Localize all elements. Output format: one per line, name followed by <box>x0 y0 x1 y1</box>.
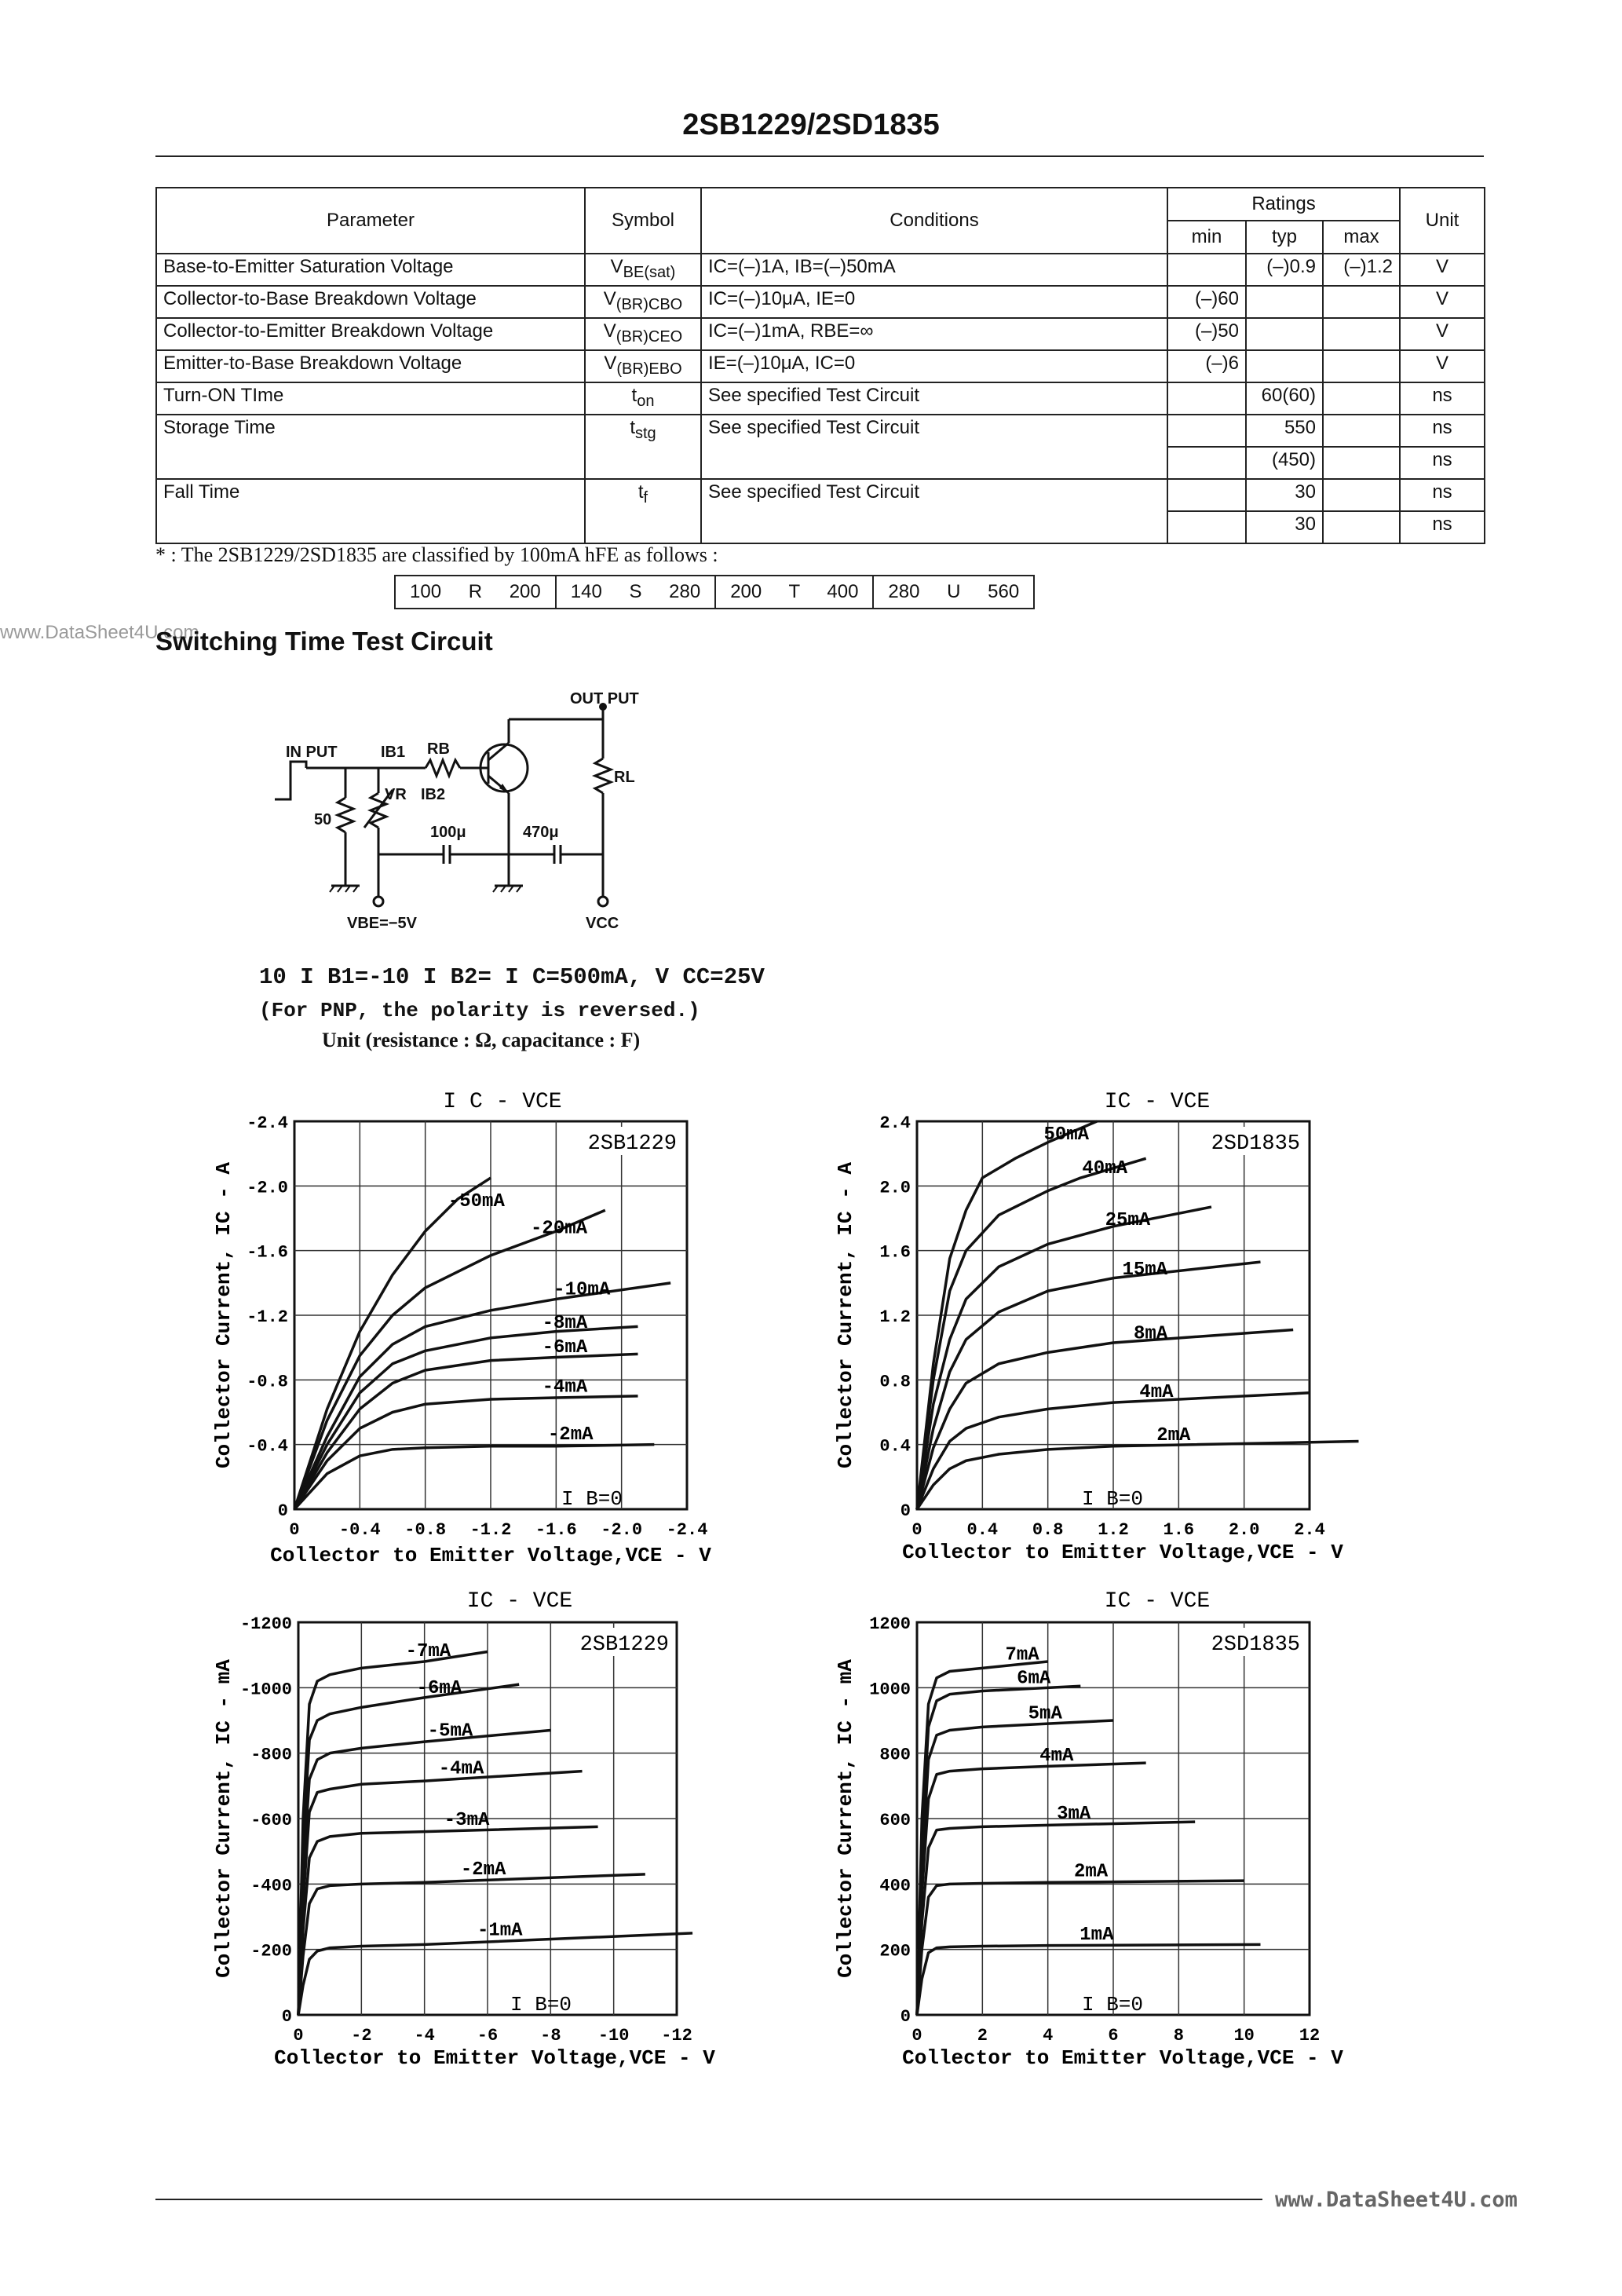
cell-typ: (450) <box>1246 447 1323 479</box>
device-label: 2SD1835 <box>1211 1132 1300 1156</box>
x-tick-label: -10 <box>597 2026 630 2046</box>
label-vr: VR <box>385 786 407 803</box>
ib-zero-label: I B=0 <box>1082 1993 1144 2016</box>
series-label: -6mA <box>542 1336 588 1358</box>
y-tick-label: 0.4 <box>879 1436 911 1457</box>
header-conditions: Conditions <box>701 188 1167 254</box>
series-label: 25mA <box>1105 1209 1151 1231</box>
cell-parameter: Turn-ON TIme <box>156 382 585 415</box>
x-tick-label: 12 <box>1299 2026 1321 2046</box>
x-tick-label: -8 <box>540 2026 561 2046</box>
y-tick-label: -0.8 <box>247 1372 288 1392</box>
x-tick-label: -6 <box>477 2026 499 2046</box>
cell-min: (–)60 <box>1167 286 1246 318</box>
y-tick-label: 0 <box>900 1501 911 1521</box>
circuit-labels <box>286 690 639 932</box>
y-axis-label: Collector Current, IC - A <box>834 1161 857 1469</box>
drive-condition: 10 I B1=-10 I B2= I C=500mA, V CC=25V <box>259 964 765 990</box>
chart-2sb1229-milliamps <box>196 1578 809 2089</box>
cell-parameter: Storage Time <box>156 415 585 479</box>
cell-typ <box>1246 318 1323 350</box>
curve-labels <box>1043 1124 1191 1446</box>
section-title: Switching Time Test Circuit <box>155 627 493 656</box>
chart-title: IC - VCE <box>466 1589 573 1614</box>
x-tick-label: 1.6 <box>1163 1520 1195 1540</box>
header-typ: typ <box>1246 221 1323 254</box>
table-row <box>156 286 1485 318</box>
cell-min: (–)50 <box>1167 318 1246 350</box>
chart-2sd1835-amps <box>816 1084 1429 1594</box>
y-tick-label: 800 <box>879 1745 911 1765</box>
cell-max <box>1323 382 1400 415</box>
series-label: -2mA <box>547 1424 594 1446</box>
table-row <box>156 350 1485 382</box>
cell-symbol: $V_{(BR)CBO}$ <box>585 286 701 318</box>
series-label: 3mA <box>1057 1804 1091 1826</box>
watermark-right: www.DataSheet4U.com <box>1275 2188 1518 2212</box>
y-tick-labels <box>240 1614 292 2027</box>
x-tick-labels <box>289 1520 707 1540</box>
series-label: 1mA <box>1080 1924 1114 1946</box>
x-tick-label: 2.0 <box>1228 1520 1260 1540</box>
x-tick-label: 0.8 <box>1032 1520 1064 1540</box>
y-tick-label: 600 <box>879 1811 911 1830</box>
series-curve <box>298 1874 645 2015</box>
cell-typ: 30 <box>1246 479 1323 511</box>
series-label: 2mA <box>1074 1861 1109 1883</box>
y-tick-label: 1000 <box>869 1680 911 1700</box>
table-row <box>156 415 1485 447</box>
cell-min <box>1167 382 1246 415</box>
x-tick-label: -2 <box>351 2026 372 2046</box>
table-row <box>156 318 1485 350</box>
y-tick-label: -2.4 <box>247 1113 288 1133</box>
x-tick-labels <box>911 1520 1324 1540</box>
label-rl: RL <box>614 769 635 786</box>
series-curve <box>917 1262 1261 1509</box>
series-label: -3mA <box>444 1809 490 1831</box>
label-output: OUT PUT <box>570 690 639 707</box>
x-tick-label: 10 <box>1233 2026 1255 2046</box>
series-label: 7mA <box>1005 1644 1039 1666</box>
y-tick-label: -2.0 <box>247 1178 288 1198</box>
label-c1: 100μ <box>430 824 466 841</box>
label-ib1: IB1 <box>381 744 406 761</box>
footer-divider <box>155 2199 1262 2200</box>
chart-title: IC - VCE <box>1104 1589 1211 1614</box>
series-label: -8mA <box>542 1312 588 1334</box>
x-tick-label: 0 <box>911 1520 922 1540</box>
header-ratings: Ratings <box>1167 188 1400 221</box>
y-tick-label: -0.4 <box>247 1436 288 1457</box>
y-tick-label: -1000 <box>239 1680 292 1700</box>
label-ib2: IB2 <box>421 786 446 803</box>
series-curve <box>298 1771 583 2015</box>
x-tick-label: -1.6 <box>535 1520 577 1540</box>
y-tick-labels <box>879 1113 911 1521</box>
label-50: 50 <box>314 811 332 828</box>
cell-symbol: $V_{(BR)CEO}$ <box>585 318 701 350</box>
data-curves <box>298 1652 692 2016</box>
data-curves <box>294 1178 670 1509</box>
cell-min <box>1167 511 1246 543</box>
cell-symbol: $t_{stg}$ <box>585 415 701 479</box>
y-tick-label: 0.8 <box>879 1372 911 1392</box>
label-input: IN PUT <box>286 744 338 761</box>
x-tick-label: 2.4 <box>1294 1520 1325 1540</box>
series-label: -6mA <box>416 1678 462 1700</box>
x-tick-labels <box>293 2026 692 2046</box>
x-tick-label: -0.4 <box>338 1520 381 1540</box>
x-tick-label: -1.2 <box>469 1520 512 1540</box>
x-tick-label: -2.4 <box>666 1520 708 1540</box>
curve-labels <box>448 1191 611 1446</box>
cell-max <box>1323 511 1400 543</box>
y-tick-labels <box>247 1113 288 1521</box>
header-symbol: Symbol <box>585 188 701 254</box>
cell-unit: V <box>1400 318 1485 350</box>
series-curve <box>298 1826 598 2015</box>
series-curve <box>917 1330 1293 1509</box>
x-axis-label: Collector to Emitter Voltage,VCE - V <box>270 1544 711 1567</box>
cell-parameter: Fall Time <box>156 479 585 543</box>
y-axis-label: Collector Current, IC - A <box>212 1161 236 1469</box>
cell-conditions: IC=(–)10μA, IE=0 <box>701 286 1167 318</box>
chart-2sb1229-amps <box>196 1084 809 1594</box>
label-rb: RB <box>427 740 450 758</box>
series-label: 5mA <box>1028 1703 1062 1725</box>
cell-min <box>1167 254 1246 286</box>
cell-typ: 30 <box>1246 511 1323 543</box>
watermark-left: www.DataSheet4U.com <box>0 622 199 643</box>
label-c2: 470μ <box>523 824 559 841</box>
series-label: -4mA <box>438 1758 484 1780</box>
cell-unit: V <box>1400 350 1485 382</box>
y-tick-label: 0 <box>900 2007 911 2027</box>
cell-symbol: $V_{BE(sat)}$ <box>585 254 701 286</box>
hfe-class-r: 100 R 200 <box>395 576 556 609</box>
cell-max <box>1323 415 1400 447</box>
series-label: -2mA <box>460 1859 506 1881</box>
cell-min: (–)6 <box>1167 350 1246 382</box>
cell-parameter: Emitter-to-Base Breakdown Voltage <box>156 350 585 382</box>
y-tick-label: -1.2 <box>247 1307 288 1327</box>
page-title: 2SB1229/2SD1835 <box>682 108 940 141</box>
cell-unit: ns <box>1400 415 1485 447</box>
cell-max: (–)1.2 <box>1323 254 1400 286</box>
cell-typ: 60(60) <box>1246 382 1323 415</box>
series-curve <box>298 1684 519 2015</box>
label-vbe: VBE=−5V <box>347 915 417 932</box>
y-tick-label: -1200 <box>239 1614 292 1634</box>
cell-unit: V <box>1400 254 1485 286</box>
chart-title: I C - VCE <box>443 1090 562 1114</box>
y-tick-label: 0 <box>277 1501 288 1521</box>
cell-conditions: IE=(–)10μA, IC=0 <box>701 350 1167 382</box>
cell-unit: V <box>1400 286 1485 318</box>
table-row <box>156 479 1485 511</box>
y-tick-label: 200 <box>879 1941 911 1961</box>
cell-max <box>1323 479 1400 511</box>
cell-typ <box>1246 286 1323 318</box>
series-label: -5mA <box>427 1720 473 1742</box>
y-tick-labels <box>869 1614 911 2027</box>
y-tick-label: -800 <box>250 1745 292 1765</box>
series-curve <box>917 1763 1146 2015</box>
y-tick-label: 0 <box>281 2007 292 2027</box>
hfe-note: * : The 2SB1229/2SD1835 are classified by 100mA hFE as follows : <box>155 543 718 566</box>
cell-min <box>1167 479 1246 511</box>
header-parameter: Parameter <box>156 188 585 254</box>
x-tick-label: 1.2 <box>1098 1520 1129 1540</box>
x-tick-label: -12 <box>661 2026 692 2046</box>
hfe-class-table <box>394 575 1035 609</box>
series-label: 15mA <box>1122 1260 1168 1281</box>
y-tick-label: 2.0 <box>879 1178 911 1198</box>
x-axis-label: Collector to Emitter Voltage,VCE - V <box>902 1541 1343 1564</box>
grid-lines <box>917 1622 1310 2015</box>
y-tick-label: 2.4 <box>879 1113 911 1133</box>
series-curve <box>298 1933 692 2015</box>
cell-parameter: Collector-to-Emitter Breakdown Voltage <box>156 318 585 350</box>
cell-unit: ns <box>1400 511 1485 543</box>
cell-max <box>1323 447 1400 479</box>
cell-parameter: Base-to-Emitter Saturation Voltage <box>156 254 585 286</box>
cell-max <box>1323 318 1400 350</box>
series-label: -10mA <box>553 1279 611 1301</box>
y-tick-label: -1.6 <box>247 1242 288 1263</box>
x-tick-label: 4 <box>1043 2026 1054 2046</box>
y-tick-label: -400 <box>250 1876 292 1896</box>
x-tick-label: 2 <box>977 2026 988 2046</box>
hfe-class-s: 140 S 280 <box>556 576 715 609</box>
series-curve <box>917 1686 1080 2015</box>
series-label: -1mA <box>477 1920 523 1942</box>
chart-title: IC - VCE <box>1104 1090 1211 1114</box>
x-tick-label: 8 <box>1173 2026 1184 2046</box>
y-tick-label: 400 <box>879 1876 911 1896</box>
data-curves <box>917 1662 1261 2015</box>
x-tick-label: 0 <box>911 2026 922 2046</box>
cell-symbol: $V_{(BR)EBO}$ <box>585 350 701 382</box>
series-label: 4mA <box>1139 1382 1174 1404</box>
cell-max <box>1323 350 1400 382</box>
cell-unit: ns <box>1400 479 1485 511</box>
y-tick-label: -200 <box>250 1941 292 1961</box>
series-label: 2mA <box>1156 1425 1191 1447</box>
hfe-class-u: 280 U 560 <box>873 576 1034 609</box>
test-circuit-diagram <box>259 683 699 942</box>
header-min: min <box>1167 221 1246 254</box>
y-axis-label: Collector Current, IC - mA <box>212 1659 236 1978</box>
series-label: -4mA <box>542 1377 588 1398</box>
y-axis-label: Collector Current, IC - mA <box>834 1659 857 1978</box>
x-tick-label: -4 <box>414 2026 435 2046</box>
cell-conditions: IC=(–)1A, IB=(–)50mA <box>701 254 1167 286</box>
hfe-class-t: 200 T 400 <box>715 576 873 609</box>
x-tick-label: 6 <box>1108 2026 1119 2046</box>
ratings-table <box>155 187 1485 544</box>
device-label: 2SB1229 <box>587 1132 677 1156</box>
x-tick-labels <box>911 2026 1320 2046</box>
ib-zero-label: I B=0 <box>510 1993 572 2016</box>
cell-max <box>1323 286 1400 318</box>
cell-conditions: See specified Test Circuit <box>701 415 1167 479</box>
cell-conditions: See specified Test Circuit <box>701 479 1167 543</box>
x-tick-label: 0.4 <box>966 1520 999 1540</box>
x-axis-label: Collector to Emitter Voltage,VCE - V <box>274 2046 715 2070</box>
x-tick-label: 0 <box>293 2026 304 2046</box>
device-label: 2SD1835 <box>1211 1633 1300 1657</box>
y-tick-label: 1.6 <box>879 1242 911 1263</box>
series-label: 40mA <box>1082 1158 1128 1180</box>
table-row <box>156 382 1485 415</box>
y-tick-label: -600 <box>250 1811 292 1830</box>
header-max: max <box>1323 221 1400 254</box>
cell-typ <box>1246 350 1323 382</box>
x-tick-label: -0.8 <box>404 1520 447 1540</box>
cell-typ: (–)0.9 <box>1246 254 1323 286</box>
series-label: -50mA <box>448 1191 505 1213</box>
cell-typ: 550 <box>1246 415 1323 447</box>
chart-2sd1835-milliamps <box>816 1578 1429 2089</box>
series-label: 8mA <box>1134 1323 1168 1345</box>
x-tick-label: 0 <box>289 1520 300 1540</box>
cell-parameter: Collector-to-Base Breakdown Voltage <box>156 286 585 318</box>
series-label: 50mA <box>1043 1124 1090 1146</box>
series-label: 4mA <box>1039 1746 1074 1768</box>
ib-zero-label: I B=0 <box>1082 1487 1144 1511</box>
polarity-note: (For PNP, the polarity is reversed.) <box>259 999 700 1022</box>
cell-symbol: $t_f$ <box>585 479 701 543</box>
series-curve <box>917 1822 1195 2015</box>
units-note: Unit (resistance : Ω, capacitance : F) <box>322 1029 641 1051</box>
device-label: 2SB1229 <box>579 1633 669 1657</box>
table-row <box>156 254 1485 286</box>
cell-conditions: See specified Test Circuit <box>701 382 1167 415</box>
circuit-wires <box>275 707 611 906</box>
title-divider <box>155 155 1484 157</box>
series-label: -7mA <box>405 1641 451 1663</box>
cell-min <box>1167 447 1246 479</box>
series-label: 6mA <box>1017 1668 1051 1690</box>
x-axis-label: Collector to Emitter Voltage,VCE - V <box>902 2046 1343 2070</box>
label-vcc: VCC <box>586 915 619 932</box>
y-tick-label: 1.2 <box>879 1307 911 1327</box>
series-curve <box>294 1210 605 1509</box>
x-tick-label: -2.0 <box>601 1520 643 1540</box>
cell-conditions: IC=(–)1mA, RBE=∞ <box>701 318 1167 350</box>
header-unit: Unit <box>1400 188 1485 254</box>
cell-unit: ns <box>1400 382 1485 415</box>
series-label: -20mA <box>531 1218 588 1240</box>
cell-symbol: $t_{on}$ <box>585 382 701 415</box>
ib-zero-label: I B=0 <box>561 1487 623 1511</box>
y-tick-label: 1200 <box>869 1614 911 1634</box>
cell-unit: ns <box>1400 447 1485 479</box>
cell-min <box>1167 415 1246 447</box>
